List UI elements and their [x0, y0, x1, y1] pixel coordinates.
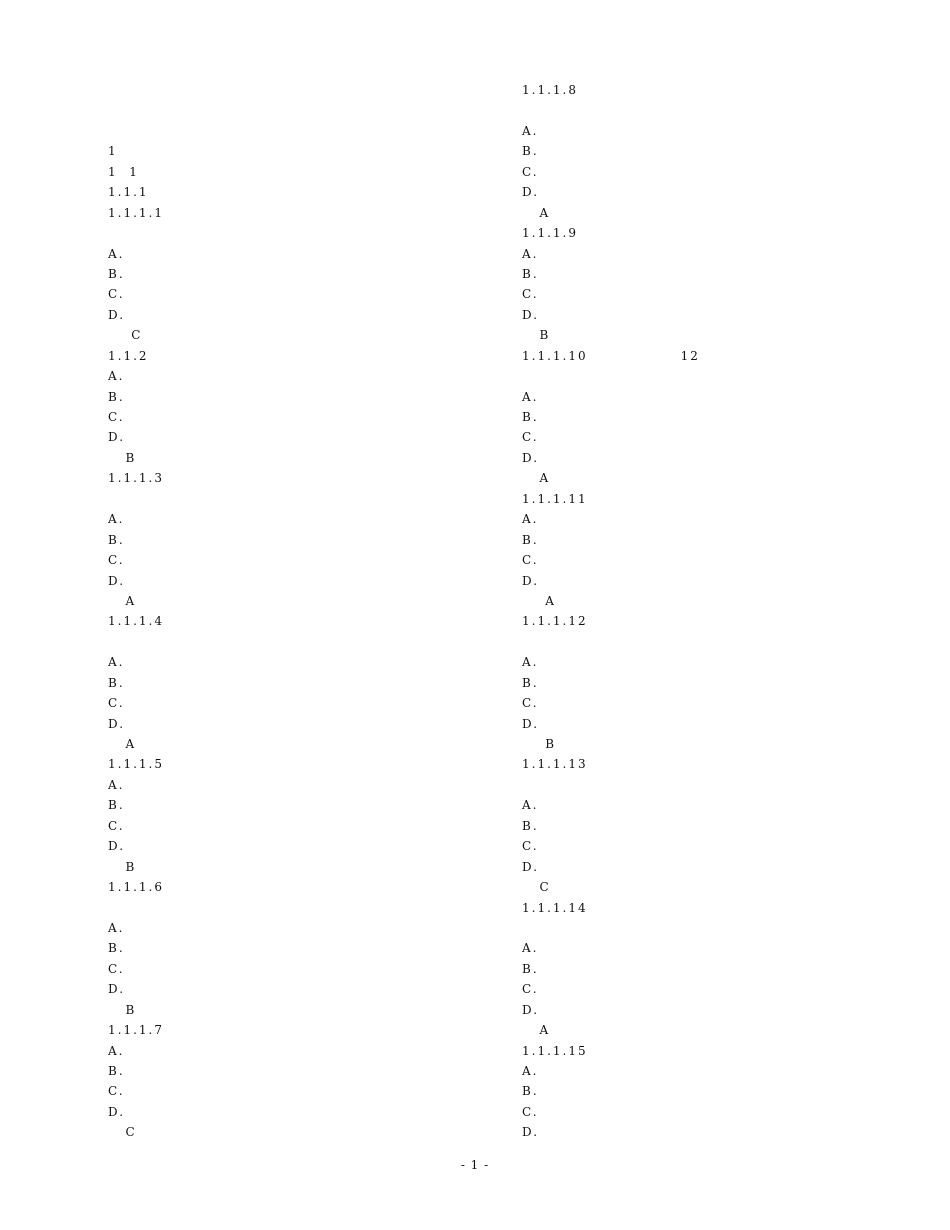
left-text-line: B.: [108, 798, 125, 813]
right-text-line: D.: [522, 573, 540, 588]
right-text-line: [490, 632, 910, 652]
right-text-line: A.: [522, 1064, 539, 1078]
right-text-line: D.: [522, 859, 540, 874]
left-text-line: A: [108, 593, 137, 608]
right-text-line: D.: [522, 185, 540, 200]
right-text-line: A.: [522, 798, 539, 813]
right-text-line: B.: [522, 266, 539, 281]
right-text-line: B.: [522, 961, 539, 976]
left-text-line: 1.1.1.1: [108, 205, 269, 220]
left-text-line: A: [108, 737, 137, 751]
right-text-line: D.: [522, 450, 540, 465]
right-text-line: [490, 918, 910, 938]
left-text-line: D.: [108, 573, 126, 588]
left-text-line: [76, 632, 496, 652]
left-text-line: B.: [108, 675, 125, 690]
right-text-line: A: [522, 205, 551, 220]
right-text-line: A.: [522, 941, 539, 956]
left-text-line: C.: [108, 1084, 125, 1099]
right-text-line: 1.1.1.15: [522, 1043, 670, 1058]
left-text-line: A.: [108, 920, 125, 935]
left-text-line: D.: [108, 982, 126, 997]
left-column: [76, 80, 496, 1143]
right-text-line: 1.1.1.14: [522, 900, 600, 915]
left-text-line: B: [108, 859, 137, 874]
right-text-line: C.: [522, 839, 539, 854]
left-text-line: D.: [108, 430, 126, 445]
left-text-line: A.: [108, 246, 125, 261]
left-text-line: [76, 223, 496, 243]
left-text-line: D.: [108, 1104, 126, 1119]
right-text-line: C.: [522, 696, 539, 711]
left-text-line: B.: [108, 532, 125, 547]
right-text-line: D.: [522, 1002, 540, 1017]
right-text-line: D.: [522, 1125, 540, 1140]
left-text-line: [76, 100, 496, 120]
right-text-line: A.: [522, 512, 539, 527]
right-text-line: C.: [522, 287, 539, 302]
right-text-line: D.: [522, 716, 540, 731]
right-text-line: B: [522, 328, 551, 343]
right-text-line: B: [522, 737, 557, 751]
left-text-line: A.: [108, 777, 125, 792]
left-text-line: [76, 898, 496, 918]
left-text-line: A.: [108, 655, 125, 670]
right-text-line: B.: [522, 675, 539, 690]
right-text-line: C.: [522, 982, 539, 997]
right-text-line: D.: [522, 307, 540, 322]
left-text-line: 1.1.2: [108, 348, 201, 363]
right-column: [490, 80, 910, 1143]
right-text-line: 1.1.1.8: [522, 83, 590, 97]
right-text-line: C.: [522, 164, 539, 179]
left-text-line: 1: [108, 144, 118, 159]
left-text-line: 1.1.1.4: [108, 614, 176, 629]
left-text-line: B.: [108, 266, 125, 281]
right-text-line: C.: [522, 553, 539, 568]
right-text-line: 1.1.1.13: [522, 757, 600, 772]
right-text-line: A: [522, 1023, 551, 1038]
left-text-line: D.: [108, 307, 126, 322]
right-text-line: C: [522, 880, 551, 895]
right-text-line: B.: [522, 410, 539, 424]
left-text-line: B: [108, 1002, 137, 1017]
left-text-line: 1 1: [108, 164, 145, 179]
left-text-line: C.: [108, 410, 125, 424]
left-text-line: 1.1.1: [108, 185, 161, 200]
left-text-line: C.: [108, 553, 125, 568]
left-text-line: C: [108, 328, 143, 343]
right-text-line: [490, 775, 910, 795]
left-text-line: A.: [108, 512, 125, 527]
left-text-line: B: [108, 450, 137, 465]
left-text-line: A.: [108, 369, 125, 384]
right-text-line: [490, 100, 910, 120]
right-text-line: B.: [522, 818, 539, 833]
right-text-line: 1.1.1.10 12: [522, 348, 700, 363]
left-text-line: C.: [108, 818, 125, 833]
right-text-line: 1.1.1.11: [522, 491, 687, 506]
left-text-line: A.: [108, 1043, 125, 1058]
left-text-line: B.: [108, 1064, 125, 1078]
right-text-line: 1.1.1.12: [522, 614, 600, 629]
right-text-line: B.: [522, 532, 539, 547]
right-text-line: B.: [522, 1084, 539, 1099]
right-text-line: A.: [522, 389, 539, 404]
right-text-line: [490, 366, 910, 386]
left-text-line: B.: [108, 941, 125, 956]
right-text-line: C.: [522, 1104, 539, 1119]
right-text-line: A.: [522, 655, 539, 670]
left-text-line: D.: [108, 839, 126, 854]
left-text-line: C.: [108, 696, 125, 711]
right-text-line: A: [522, 593, 556, 608]
left-text-line: B.: [108, 389, 125, 404]
right-text-line: A.: [522, 123, 539, 138]
left-text-line: [76, 121, 496, 141]
left-text-line: 1.1.1.7: [108, 1023, 263, 1038]
left-text-line: 1.1.1.5: [108, 757, 252, 772]
right-text-line: A.: [522, 246, 539, 261]
left-text-line: C: [108, 1125, 137, 1140]
left-text-line: C.: [108, 287, 125, 302]
left-text-line: D.: [108, 716, 126, 731]
page-number: - 1 -: [460, 1158, 490, 1172]
left-text-line: 1.1.1.6: [108, 880, 176, 895]
right-text-line: B.: [522, 144, 539, 159]
left-text-line: [76, 80, 496, 100]
left-text-line: 1.1.1.3: [108, 471, 223, 486]
left-text-line: [76, 489, 496, 509]
right-text-line: C.: [522, 430, 539, 445]
right-text-line: 1.1.1.9: [522, 226, 648, 241]
right-text-line: A: [522, 471, 551, 486]
left-text-line: C.: [108, 961, 125, 976]
